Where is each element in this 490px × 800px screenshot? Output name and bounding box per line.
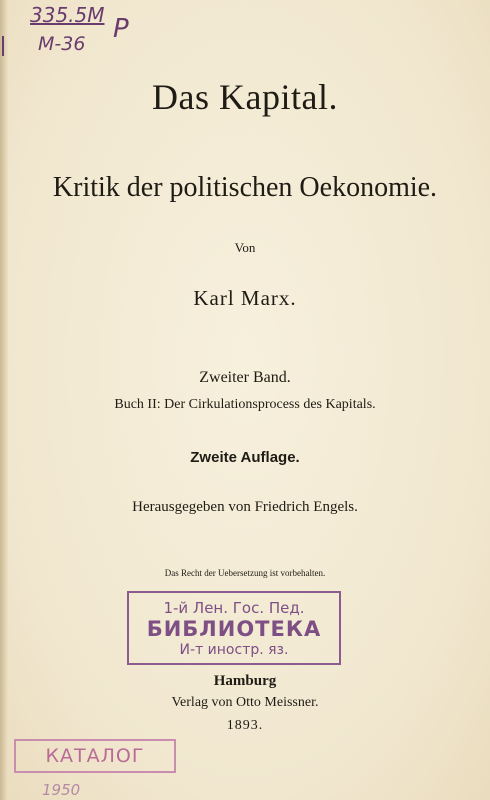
catalog-stamp: КАТАЛОГ: [14, 739, 176, 773]
imprint-city: Hamburg: [213, 673, 277, 689]
book-title: Das Kapital.: [152, 77, 338, 117]
library-stamp-line-2: БИБЛИОТЕКА: [146, 617, 322, 641]
edition-label: Zweite Auflage.: [190, 449, 300, 466]
volume-label: Zweiter Band.: [199, 369, 291, 386]
library-stamp-line-3: И-т иностр. яз.: [179, 642, 289, 658]
imprint-year: 1893.: [226, 718, 264, 733]
handwritten-shelf-mark-2: M-36: [38, 33, 86, 55]
by-line: Von: [234, 240, 256, 255]
handwritten-letter-mark: P: [113, 14, 129, 44]
book-subtitle: Kritik der politischen Oekonomie.: [52, 172, 438, 203]
rights-notice: Das Recht der Uebersetzung ist vorbehalten.: [164, 568, 326, 578]
handwritten-bracket-mark: [2, 36, 16, 56]
handwritten-shelf-mark-1: 335.5M: [30, 3, 105, 27]
library-stamp-line-1: 1-й Лен. Гос. Пед.: [163, 599, 305, 617]
handwritten-bottom-mark: 1950: [42, 781, 81, 799]
library-stamp: [127, 591, 341, 665]
book-part-label: Buch II: Der Cirkulationsprocess des Kapitals.: [114, 397, 376, 412]
imprint-publisher: Verlag von Otto Meissner.: [171, 695, 319, 710]
editor-line: Herausgegeben von Friedrich Engels.: [132, 499, 358, 515]
author-name: Karl Marx.: [193, 286, 297, 310]
